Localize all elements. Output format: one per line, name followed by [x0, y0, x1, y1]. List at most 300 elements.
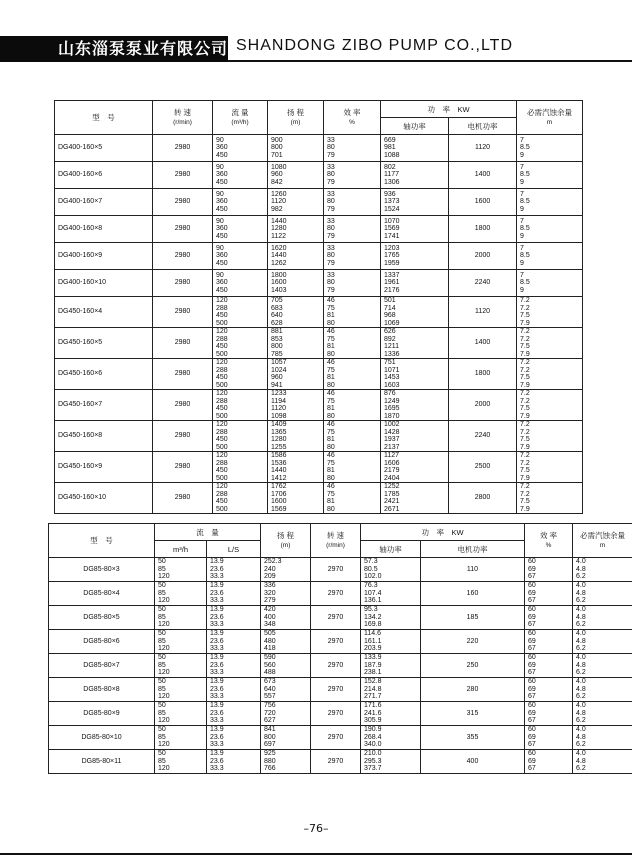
company-name-en: SHANDONG ZIBO PUMP CO.,LTD: [236, 37, 513, 54]
shaft-power-cell: [361, 678, 421, 702]
npsh-cell-values: 7 8.5 9: [520, 271, 530, 294]
col-head-header: 扬 程 (m): [268, 101, 324, 135]
npsh-cell: [573, 750, 632, 774]
motor-power-cell: 1400: [449, 162, 517, 189]
head-cell: [268, 135, 324, 162]
npsh-cell: [573, 558, 632, 582]
npsh-cell-values: 7.2 7.2 7.5 7.9: [520, 297, 530, 327]
model-cell: DG400-160×8: [55, 216, 153, 243]
speed-cell: 2980: [153, 483, 213, 514]
flow-cell-values: 120 288 450 500: [216, 359, 228, 389]
shaft-power-cell: [381, 216, 449, 243]
npsh-cell-values: 7 8.5 9: [520, 163, 530, 186]
head-cell: [268, 328, 324, 359]
flow-m3h-cell-values: 50 85 120: [158, 606, 170, 629]
table-row: [55, 243, 583, 270]
head-cell-values: 420 400 348: [264, 606, 276, 629]
shaft-power-cell: [381, 390, 449, 421]
head-cell-values: 1409 1365 1280 1255: [271, 421, 287, 451]
shaft-power-cell-values: 57.3 80.5 102.0: [364, 558, 382, 581]
flow-ls-cell: [207, 702, 261, 726]
flow-m3h-cell: [155, 630, 207, 654]
shaft-power-cell: [381, 243, 449, 270]
motor-power-cell: 160: [421, 582, 525, 606]
efficiency-cell-values: 33 80 79: [327, 217, 335, 240]
shaft-power-cell-values: 95.3 134.2 169.8: [364, 606, 382, 629]
shaft-power-cell-values: 133.9 187.9 238.1: [364, 654, 382, 677]
flow-cell: [213, 328, 268, 359]
table-row: [55, 421, 583, 452]
speed-cell: 2980: [153, 270, 213, 297]
npsh-cell: [517, 359, 583, 390]
speed-cell: 2980: [153, 243, 213, 270]
head-cell-values: 505 480 418: [264, 630, 276, 653]
shaft-power-cell: [381, 421, 449, 452]
col-flow-m3h-header: m³/h: [155, 541, 207, 558]
motor-power-cell: 2240: [449, 421, 517, 452]
efficiency-cell-values: 60 69 67: [528, 630, 536, 653]
shaft-power-cell-values: 626 892 1211 1336: [384, 328, 400, 358]
efficiency-cell-values: 46 75 81 80: [327, 421, 335, 451]
efficiency-cell: [525, 750, 573, 774]
flow-cell-values: 90 360 450: [216, 190, 228, 213]
head-cell-values: 1080 960 842: [271, 163, 287, 186]
efficiency-cell: [525, 702, 573, 726]
model-cell: DG450-160×7: [55, 390, 153, 421]
flow-m3h-cell-values: 50 85 120: [158, 678, 170, 701]
efficiency-cell: [324, 297, 381, 328]
col-motor-power-header: 电机功率: [421, 541, 525, 558]
table-row: [49, 678, 632, 702]
flow-cell-values: 90 360 450: [216, 163, 228, 186]
npsh-cell-values: 4.0 4.8 6.2: [576, 750, 586, 773]
table-row: [55, 135, 583, 162]
table-row: [55, 328, 583, 359]
npsh-cell-values: 7.2 7.2 7.5 7.9: [520, 390, 530, 420]
npsh-cell-values: 7.2 7.2 7.5 7.9: [520, 328, 530, 358]
table-row: [55, 216, 583, 243]
shaft-power-cell-values: 876 1249 1695 1870: [384, 390, 400, 420]
efficiency-cell: [525, 678, 573, 702]
model-cell: DG400-160×6: [55, 162, 153, 189]
efficiency-cell-values: 46 75 81 80: [327, 390, 335, 420]
head-cell-values: 900 800 701: [271, 136, 283, 159]
shaft-power-cell-values: 936 1373 1524: [384, 190, 400, 213]
speed-cell: 2980: [153, 390, 213, 421]
efficiency-cell: [525, 582, 573, 606]
efficiency-cell-values: 33 80 79: [327, 244, 335, 267]
table-row: [55, 359, 583, 390]
flow-m3h-cell: [155, 750, 207, 774]
npsh-cell-values: 7.2 7.2 7.5 7.9: [520, 483, 530, 513]
npsh-cell-values: 7.2 7.2 7.5 7.9: [520, 359, 530, 389]
head-cell: [268, 452, 324, 483]
speed-cell: 2970: [311, 558, 361, 582]
head-cell-values: 590 560 488: [264, 654, 276, 677]
efficiency-cell: [324, 421, 381, 452]
table-row: [55, 297, 583, 328]
head-cell-values: 705 683 640 628: [271, 297, 283, 327]
npsh-cell: [573, 606, 632, 630]
model-cell: DG85-80×7: [49, 654, 155, 678]
efficiency-cell-values: 60 69 67: [528, 582, 536, 605]
flow-ls-cell-values: 13.9 23.6 33.3: [210, 606, 224, 629]
npsh-cell: [517, 297, 583, 328]
head-cell-values: 756 720 627: [264, 702, 276, 725]
model-cell: DG85-80×9: [49, 702, 155, 726]
model-cell: DG450-160×5: [55, 328, 153, 359]
flow-m3h-cell: [155, 678, 207, 702]
shaft-power-cell: [381, 135, 449, 162]
npsh-cell-values: 7.2 7.2 7.5 7.9: [520, 452, 530, 482]
head-cell: [268, 216, 324, 243]
model-cell: DG400-160×9: [55, 243, 153, 270]
efficiency-cell: [324, 483, 381, 514]
shaft-power-cell-values: 1252 1785 2421 2671: [384, 483, 400, 513]
shaft-power-cell: [381, 189, 449, 216]
flow-cell: [213, 162, 268, 189]
flow-m3h-cell: [155, 726, 207, 750]
head-cell: [268, 270, 324, 297]
shaft-power-cell-values: 1337 1961 2176: [384, 271, 400, 294]
npsh-cell-values: 4.0 4.8 6.2: [576, 726, 586, 749]
flow-cell: [213, 452, 268, 483]
shaft-power-cell-values: 1127 1606 2179 2404: [384, 452, 400, 482]
npsh-cell: [517, 421, 583, 452]
shaft-power-cell-values: 190.9 268.4 340.0: [364, 726, 382, 749]
table-row: [49, 726, 632, 750]
shaft-power-cell-values: 152.8 214.8 271.7: [364, 678, 382, 701]
model-cell: DG400-160×10: [55, 270, 153, 297]
speed-cell: 2970: [311, 726, 361, 750]
shaft-power-cell-values: 76.3 107.4 136.1: [364, 582, 382, 605]
flow-m3h-cell-values: 50 85 120: [158, 654, 170, 677]
npsh-cell-values: 4.0 4.8 6.2: [576, 606, 586, 629]
shaft-power-cell-values: 751 1071 1453 1603: [384, 359, 400, 389]
model-cell: DG85-80×10: [49, 726, 155, 750]
head-cell: [268, 162, 324, 189]
motor-power-cell: 1400: [449, 328, 517, 359]
npsh-cell-values: 4.0 4.8 6.2: [576, 654, 586, 677]
head-cell-values: 1620 1440 1262: [271, 244, 287, 267]
flow-ls-cell-values: 13.9 23.6 33.3: [210, 630, 224, 653]
shaft-power-cell: [381, 359, 449, 390]
npsh-cell-values: 4.0 4.8 6.2: [576, 702, 586, 725]
head-cell-values: 1762 1706 1600 1569: [271, 483, 287, 513]
motor-power-cell: 2240: [449, 270, 517, 297]
efficiency-cell-values: 46 75 81 80: [327, 359, 335, 389]
head-cell: [268, 421, 324, 452]
npsh-cell-values: 7 8.5 9: [520, 190, 530, 213]
flow-ls-cell-values: 13.9 23.6 33.3: [210, 558, 224, 581]
npsh-cell-values: 4.0 4.8 6.2: [576, 558, 586, 581]
efficiency-cell: [324, 243, 381, 270]
footer-rule: [0, 853, 632, 855]
shaft-power-cell-values: 210.0 295.3 373.7: [364, 750, 382, 773]
table-row: [49, 582, 632, 606]
speed-cell: 2980: [153, 189, 213, 216]
flow-ls-cell: [207, 558, 261, 582]
motor-power-cell: 220: [421, 630, 525, 654]
flow-cell: [213, 189, 268, 216]
model-cell: DG450-160×10: [55, 483, 153, 514]
head-cell: [261, 654, 311, 678]
flow-cell-values: 120 288 450 500: [216, 328, 228, 358]
col-power-header: 功 率 KW: [381, 101, 517, 118]
motor-power-cell: 1120: [449, 135, 517, 162]
npsh-cell: [573, 678, 632, 702]
head-cell-values: 1440 1280 1122: [271, 217, 287, 240]
head-cell: [268, 189, 324, 216]
shaft-power-cell: [361, 702, 421, 726]
shaft-power-cell: [361, 630, 421, 654]
efficiency-cell-values: 60 69 67: [528, 678, 536, 701]
flow-ls-cell: [207, 726, 261, 750]
shaft-power-cell-values: 1203 1765 1959: [384, 244, 400, 267]
npsh-cell-values: 4.0 4.8 6.2: [576, 678, 586, 701]
shaft-power-cell: [361, 558, 421, 582]
head-cell: [261, 630, 311, 654]
flow-ls-cell-values: 13.9 23.6 33.3: [210, 654, 224, 677]
col-efficiency-header: 效 率 %: [324, 101, 381, 135]
speed-cell: 2970: [311, 630, 361, 654]
flow-cell-values: 90 360 450: [216, 136, 228, 159]
header-rule: [228, 60, 632, 62]
efficiency-cell-values: 60 69 67: [528, 558, 536, 581]
efficiency-cell: [525, 558, 573, 582]
table-row: [55, 270, 583, 297]
head-cell-values: 336 320 279: [264, 582, 276, 605]
flow-cell: [213, 421, 268, 452]
head-cell-values: 841 800 697: [264, 726, 276, 749]
efficiency-cell: [324, 390, 381, 421]
flow-ls-cell: [207, 582, 261, 606]
pump-spec-table-dg85: [48, 523, 632, 774]
efficiency-cell: [525, 726, 573, 750]
motor-power-cell: 1800: [449, 359, 517, 390]
table-row: [55, 452, 583, 483]
head-cell: [268, 483, 324, 514]
shaft-power-cell: [361, 750, 421, 774]
efficiency-cell-values: 60 69 67: [528, 702, 536, 725]
efficiency-cell-values: 46 75 81 80: [327, 328, 335, 358]
col-flow-header: 流 量 (m³/h): [213, 101, 268, 135]
flow-cell-values: 120 288 450 500: [216, 452, 228, 482]
col-efficiency-header: 效 率 %: [525, 524, 573, 558]
motor-power-cell: 2000: [449, 390, 517, 421]
shaft-power-cell: [381, 270, 449, 297]
pump-spec-table-dg400-dg450: [54, 100, 583, 514]
flow-cell: [213, 243, 268, 270]
speed-cell: 2980: [153, 135, 213, 162]
shaft-power-cell: [381, 162, 449, 189]
speed-cell: 2970: [311, 702, 361, 726]
col-flow-header: 流 量: [155, 524, 261, 541]
efficiency-cell-values: 33 80 79: [327, 190, 335, 213]
col-model-header: 型 号: [49, 524, 155, 558]
flow-cell-values: 120 288 450 500: [216, 390, 228, 420]
flow-cell: [213, 390, 268, 421]
shaft-power-cell-values: 501 714 968 1069: [384, 297, 400, 327]
table-row: [49, 606, 632, 630]
npsh-cell: [517, 452, 583, 483]
speed-cell: 2970: [311, 750, 361, 774]
speed-cell: 2980: [153, 328, 213, 359]
shaft-power-cell: [381, 328, 449, 359]
flow-cell: [213, 297, 268, 328]
flow-m3h-cell: [155, 702, 207, 726]
speed-cell: 2970: [311, 654, 361, 678]
efficiency-cell-values: 60 69 67: [528, 750, 536, 773]
col-flow-ls-header: L/S: [207, 541, 261, 558]
company-name-cn: 山东淄泵泵业有限公司: [0, 36, 228, 62]
table-row: [49, 558, 632, 582]
npsh-cell: [517, 216, 583, 243]
head-cell: [268, 390, 324, 421]
motor-power-cell: 1600: [449, 189, 517, 216]
col-npsh-header: 必需汽蚀余量 m: [573, 524, 632, 558]
npsh-cell-values: 7 8.5 9: [520, 217, 530, 240]
npsh-cell: [517, 270, 583, 297]
head-cell-values: 1233 1194 1120 1098: [271, 390, 287, 420]
motor-power-cell: 110: [421, 558, 525, 582]
shaft-power-cell-values: 802 1177 1306: [384, 163, 400, 186]
col-shaft-power-header: 轴功率: [381, 118, 449, 135]
npsh-cell: [573, 630, 632, 654]
efficiency-cell: [324, 359, 381, 390]
head-cell-values: 1800 1600 1403: [271, 271, 287, 294]
col-power-header: 功 率 KW: [361, 524, 525, 541]
flow-ls-cell: [207, 630, 261, 654]
flow-m3h-cell-values: 50 85 120: [158, 582, 170, 605]
shaft-power-cell: [381, 483, 449, 514]
motor-power-cell: 2800: [449, 483, 517, 514]
npsh-cell: [573, 654, 632, 678]
efficiency-cell-values: 60 69 67: [528, 606, 536, 629]
col-npsh-header: 必需汽蚀余量 m: [517, 101, 583, 135]
npsh-cell-values: 4.0 4.8 6.2: [576, 582, 586, 605]
head-cell: [261, 582, 311, 606]
head-cell-values: 252.3 240 209: [264, 558, 282, 581]
head-cell-values: 1260 1120 982: [271, 190, 287, 213]
shaft-power-cell-values: 171.6 241.6 305.9: [364, 702, 382, 725]
table-row: [49, 750, 632, 774]
shaft-power-cell: [381, 452, 449, 483]
speed-cell: 2980: [153, 359, 213, 390]
model-cell: DG85-80×6: [49, 630, 155, 654]
efficiency-cell: [525, 654, 573, 678]
col-motor-power-header: 电机功率: [449, 118, 517, 135]
table-row: [49, 702, 632, 726]
speed-cell: 2980: [153, 216, 213, 243]
efficiency-cell: [525, 630, 573, 654]
efficiency-cell: [324, 270, 381, 297]
model-cell: DG85-80×4: [49, 582, 155, 606]
efficiency-cell-values: 46 75 81 80: [327, 483, 335, 513]
npsh-cell: [517, 483, 583, 514]
flow-ls-cell-values: 13.9 23.6 33.3: [210, 750, 224, 773]
table-row: [55, 189, 583, 216]
npsh-cell-values: 4.0 4.8 6.2: [576, 630, 586, 653]
table-row: [49, 654, 632, 678]
shaft-power-cell: [361, 654, 421, 678]
col-speed-header: 转 速 (r/min): [153, 101, 213, 135]
head-cell: [268, 359, 324, 390]
col-speed-header: 转 速 (r/min): [311, 524, 361, 558]
motor-power-cell: 400: [421, 750, 525, 774]
model-cell: DG85-80×5: [49, 606, 155, 630]
head-cell-values: 1586 1536 1440 1412: [271, 452, 287, 482]
head-cell: [261, 750, 311, 774]
flow-m3h-cell: [155, 606, 207, 630]
table-row: [49, 630, 632, 654]
npsh-cell: [573, 582, 632, 606]
speed-cell: 2980: [153, 452, 213, 483]
npsh-cell-values: 7 8.5 9: [520, 244, 530, 267]
flow-cell: [213, 135, 268, 162]
flow-cell: [213, 270, 268, 297]
col-head-header: 扬 程 (m): [261, 524, 311, 558]
speed-cell: 2970: [311, 606, 361, 630]
speed-cell: 2970: [311, 678, 361, 702]
flow-m3h-cell-values: 50 85 120: [158, 558, 170, 581]
efficiency-cell: [525, 606, 573, 630]
speed-cell: 2980: [153, 421, 213, 452]
npsh-cell: [517, 135, 583, 162]
shaft-power-cell: [361, 726, 421, 750]
motor-power-cell: 2000: [449, 243, 517, 270]
efficiency-cell: [324, 162, 381, 189]
flow-cell-values: 90 360 450: [216, 271, 228, 294]
shaft-power-cell-values: 1070 1569 1741: [384, 217, 400, 240]
shaft-power-cell: [361, 606, 421, 630]
flow-m3h-cell: [155, 654, 207, 678]
shaft-power-cell: [361, 582, 421, 606]
efficiency-cell-values: 33 80 79: [327, 136, 335, 159]
flow-m3h-cell-values: 50 85 120: [158, 630, 170, 653]
motor-power-cell: 280: [421, 678, 525, 702]
flow-cell-values: 120 288 450 500: [216, 483, 228, 513]
flow-cell: [213, 216, 268, 243]
page-number: –76–: [303, 822, 329, 835]
flow-m3h-cell: [155, 558, 207, 582]
head-cell: [261, 606, 311, 630]
flow-m3h-cell-values: 50 85 120: [158, 750, 170, 773]
motor-power-cell: 250: [421, 654, 525, 678]
col-shaft-power-header: 轴功率: [361, 541, 421, 558]
model-cell: DG400-160×7: [55, 189, 153, 216]
flow-cell: [213, 359, 268, 390]
npsh-cell: [517, 328, 583, 359]
flow-cell-values: 90 360 450: [216, 217, 228, 240]
head-cell: [268, 297, 324, 328]
shaft-power-cell: [381, 297, 449, 328]
flow-ls-cell: [207, 654, 261, 678]
model-cell: DG85-80×8: [49, 678, 155, 702]
speed-cell: 2980: [153, 162, 213, 189]
speed-cell: 2980: [153, 297, 213, 328]
head-cell: [261, 702, 311, 726]
motor-power-cell: 355: [421, 726, 525, 750]
head-cell-values: 925 880 766: [264, 750, 276, 773]
efficiency-cell: [324, 452, 381, 483]
table-row: [55, 162, 583, 189]
head-cell: [268, 243, 324, 270]
efficiency-cell-values: 33 80 79: [327, 271, 335, 294]
flow-cell: [213, 483, 268, 514]
flow-ls-cell-values: 13.9 23.6 33.3: [210, 702, 224, 725]
efficiency-cell: [324, 328, 381, 359]
